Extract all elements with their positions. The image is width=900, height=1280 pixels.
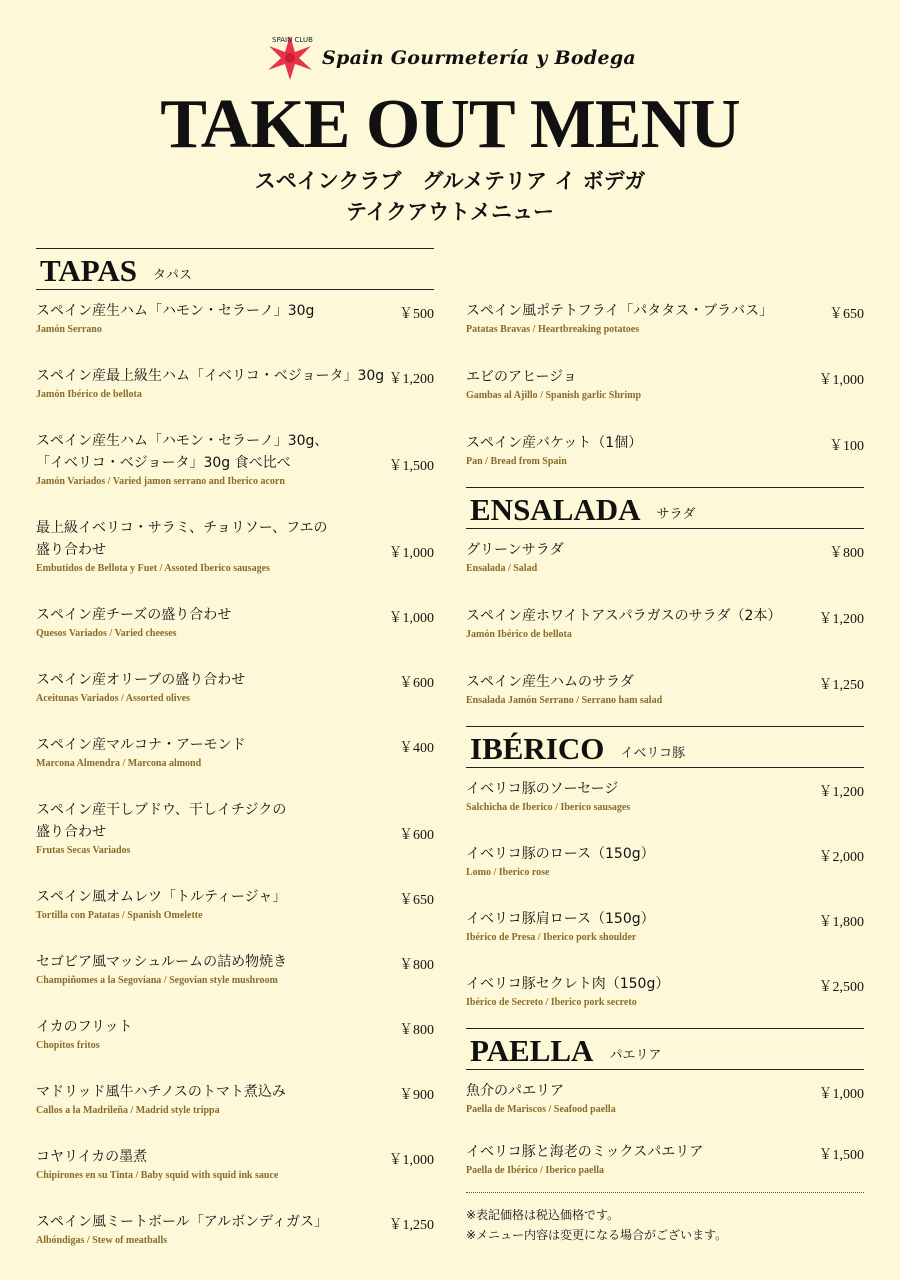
item-name: スペイン産生ハムのサラダ (466, 674, 634, 690)
item-name: イベリコ豚のソーセージ (466, 781, 619, 797)
menu-item (36, 430, 434, 489)
item-name: スペイン風ポテトフライ「パタタス・ブラバス」 (466, 303, 774, 319)
menu-item (36, 1081, 434, 1118)
item-subtitle: Albóndigas / Stew of meatballs (36, 1235, 168, 1246)
item-subtitle: Jamón Serrano (36, 324, 102, 335)
menu-item (466, 973, 864, 1010)
menu-header (0, 30, 900, 228)
section-tapas-header (36, 248, 434, 290)
item-price: ￥650 (399, 893, 434, 908)
item-subtitle: Tortilla con Patatas / Spanish Omelette (36, 910, 203, 921)
item-subtitle: Pan / Bread from Spain (466, 456, 567, 467)
section-title: TAPAS (40, 253, 138, 288)
item-price: ￥1,200 (818, 785, 864, 800)
item-price: ￥1,800 (818, 915, 864, 930)
item-name: マドリッド風牛ハチノスのトマト煮込み (36, 1084, 286, 1100)
item-name: スペイン産生ハム「ハモン・セラーノ」30g、 (36, 433, 329, 449)
menu-item (466, 539, 864, 576)
section-iberico-header (466, 726, 864, 768)
item-name: イベリコ豚肩ロース（150g） (466, 911, 655, 927)
menu-item (466, 432, 864, 469)
section-jp-title: サラダ (656, 507, 696, 522)
item-price: ￥100 (829, 439, 864, 454)
menu-item (466, 605, 864, 642)
item-subtitle: Jamón Variados / Varied jamon serrano and Iberico acorn (36, 476, 285, 487)
item-price: ￥1,200 (388, 372, 434, 387)
item-subtitle: Ibérico de Presa / Iberico pork shoulder (466, 932, 637, 943)
menu-item (466, 1080, 864, 1117)
menu-item (36, 1016, 434, 1053)
brand-row (0, 30, 900, 86)
item-price: ￥900 (399, 1088, 434, 1103)
menu-item (466, 300, 864, 337)
item-price: ￥1,000 (388, 546, 434, 561)
item-subtitle: Gambas al Ajillo / Spanish garlic Shrimp (466, 390, 642, 401)
tapas-list (36, 300, 434, 1248)
item-price: ￥800 (399, 958, 434, 973)
menu-item (36, 1146, 434, 1183)
section-ensalada-header (466, 487, 864, 529)
item-name: スペイン産生ハム「ハモン・セラーノ」30g (36, 303, 315, 319)
section-title: IBÉRICO (470, 731, 605, 766)
item-name: スペイン産マルコナ・アーモンド (36, 737, 246, 753)
menu-item (36, 604, 434, 641)
item-price: ￥1,000 (818, 1087, 864, 1102)
spain-club-logo (264, 32, 316, 84)
item-price: ￥500 (399, 307, 434, 322)
item-subtitle: Paella de Ibérico / Iberico paella (466, 1165, 605, 1176)
paella-list (466, 1080, 864, 1178)
ensalada-list (466, 539, 864, 726)
item-name: コヤリイカの墨煮 (36, 1149, 148, 1165)
item-name: スペイン風ミートボール「アルボンディガス」 (36, 1214, 329, 1230)
note-change: ※メニュー内容は変更になる場合がございます。 (466, 1228, 728, 1242)
item-name: グリーンサラダ (466, 542, 564, 558)
item-subtitle: Embutidos de Bellota y Fuet / Assoted Iberico sausages (36, 563, 270, 574)
page-title: TAKE OUT MENU (160, 86, 740, 163)
item-name: スペイン産バケット（1個） (466, 435, 643, 451)
item-price: ￥400 (399, 741, 434, 756)
item-subtitle: Aceitunas Variados / Assorted olives (36, 693, 190, 704)
menu-item (36, 734, 434, 771)
iberico-list (466, 778, 864, 1028)
item-name: 最上級イベリコ・サラミ、チョリソー、フエの (36, 520, 328, 536)
brand-name: Spain Gourmetería y Bodega (321, 47, 637, 69)
item-price: ￥1,250 (818, 678, 864, 693)
item-price: ￥1,200 (818, 612, 864, 627)
item-name: 「イベリコ・ベジョータ」30g 食べ比べ (36, 455, 291, 471)
note-tax: ※表記価格は税込価格です。 (466, 1208, 620, 1222)
item-price: ￥650 (829, 307, 864, 322)
item-subtitle: Patatas Bravas / Heartbreaking potatoes (466, 324, 640, 335)
item-price: ￥1,000 (388, 1153, 434, 1168)
menu-item (466, 671, 864, 708)
item-name: スペイン産干しブドウ、干しイチジクの (36, 802, 287, 818)
section-title: PAELLA (470, 1033, 594, 1068)
item-name: イベリコ豚セクレト肉（150g） (466, 976, 670, 992)
item-name: セゴビア風マッシュルームの詰め物焼き (36, 954, 288, 970)
menu-item (466, 778, 864, 815)
tapas-continued-list (466, 300, 864, 487)
item-price: ￥1,500 (818, 1148, 864, 1163)
item-name: スペイン産ホワイトアスパラガスのサラダ（2本） (466, 608, 782, 624)
menu-item (466, 843, 864, 880)
subtitle-line-1: スペインクラブ グルメテリア イ ボデガ (254, 169, 646, 193)
item-subtitle: Ensalada / Salad (466, 563, 538, 574)
item-name: イベリコ豚のロース（150g） (466, 846, 655, 862)
menu-item (36, 886, 434, 923)
section-jp-title: パエリア (609, 1048, 662, 1063)
item-subtitle: Quesos Variados / Varied cheeses (36, 628, 177, 639)
item-price: ￥600 (399, 676, 434, 691)
item-subtitle: Callos a la Madrileña / Madrid style trippa (36, 1105, 220, 1116)
menu-item (466, 908, 864, 945)
item-name: 魚介のパエリア (466, 1083, 564, 1099)
item-subtitle: Lomo / Iberico rose (466, 867, 550, 878)
menu-item (36, 799, 434, 858)
notes (466, 1192, 864, 1245)
subtitle-line-2: テイクアウトメニュー (346, 200, 554, 224)
section-paella-header (466, 1028, 864, 1070)
item-price: ￥800 (829, 546, 864, 561)
section-jp-title: タパス (153, 268, 192, 283)
item-subtitle: Champiñomes a la Segoviana / Segovian style mushroom (36, 975, 278, 986)
menu-item (466, 1141, 864, 1178)
item-name: 盛り合わせ (36, 542, 106, 558)
item-subtitle: Ibérico de Secreto / Iberico pork secreto (466, 997, 637, 1008)
item-subtitle: Jamón Ibérico de bellota (36, 389, 142, 400)
item-price: ￥1,250 (388, 1218, 434, 1233)
section-jp-title: イベリコ豚 (620, 746, 686, 761)
item-price: ￥800 (399, 1023, 434, 1038)
item-subtitle: Chopitos fritos (36, 1040, 100, 1051)
item-name: スペイン産オリーブの盛り合わせ (36, 672, 246, 688)
item-price: ￥1,000 (818, 373, 864, 388)
menu-item (36, 951, 434, 988)
menu-item (36, 365, 434, 402)
menu-item (36, 300, 434, 337)
item-price: ￥1,500 (388, 459, 434, 474)
right-column (466, 296, 864, 1245)
item-subtitle: Marcona Almendra / Marcona almond (36, 758, 202, 769)
item-price: ￥1,000 (388, 611, 434, 626)
item-name: イカのフリット (36, 1019, 133, 1035)
menu-item (36, 1211, 434, 1248)
item-name: 盛り合わせ (36, 824, 106, 840)
item-price: ￥2,000 (818, 850, 864, 865)
item-name: スペイン産チーズの盛り合わせ (36, 607, 232, 623)
item-name: イベリコ豚と海老のミックスパエリア (466, 1144, 704, 1160)
item-price: ￥600 (399, 828, 434, 843)
logo-lettering: SPAIN CLUB (271, 36, 313, 44)
item-subtitle: Chipirones en su Tinta / Baby squid with squid ink sauce (36, 1170, 279, 1181)
menu-item (36, 669, 434, 706)
menu-item (36, 517, 434, 576)
item-subtitle: Paella de Mariscos / Seafood paella (466, 1104, 616, 1115)
item-subtitle: Frutas Secas Variados (36, 845, 131, 856)
item-subtitle: Jamón Ibérico de bellota (466, 629, 572, 640)
item-subtitle: Ensalada Jamón Serrano / Serrano ham salad (466, 695, 663, 706)
item-price: ￥2,500 (818, 980, 864, 995)
item-subtitle: Salchicha de Iberico / Iberico sausages (466, 802, 631, 813)
menu-item (466, 366, 864, 403)
left-column (36, 248, 434, 1248)
section-title: ENSALADA (470, 492, 641, 527)
item-name: エビのアヒージョ (466, 369, 577, 385)
item-name: スペイン風オムレツ「トルティージャ」 (36, 889, 287, 905)
item-name: スペイン産最上級生ハム「イベリコ・ベジョータ」30g (36, 368, 385, 384)
